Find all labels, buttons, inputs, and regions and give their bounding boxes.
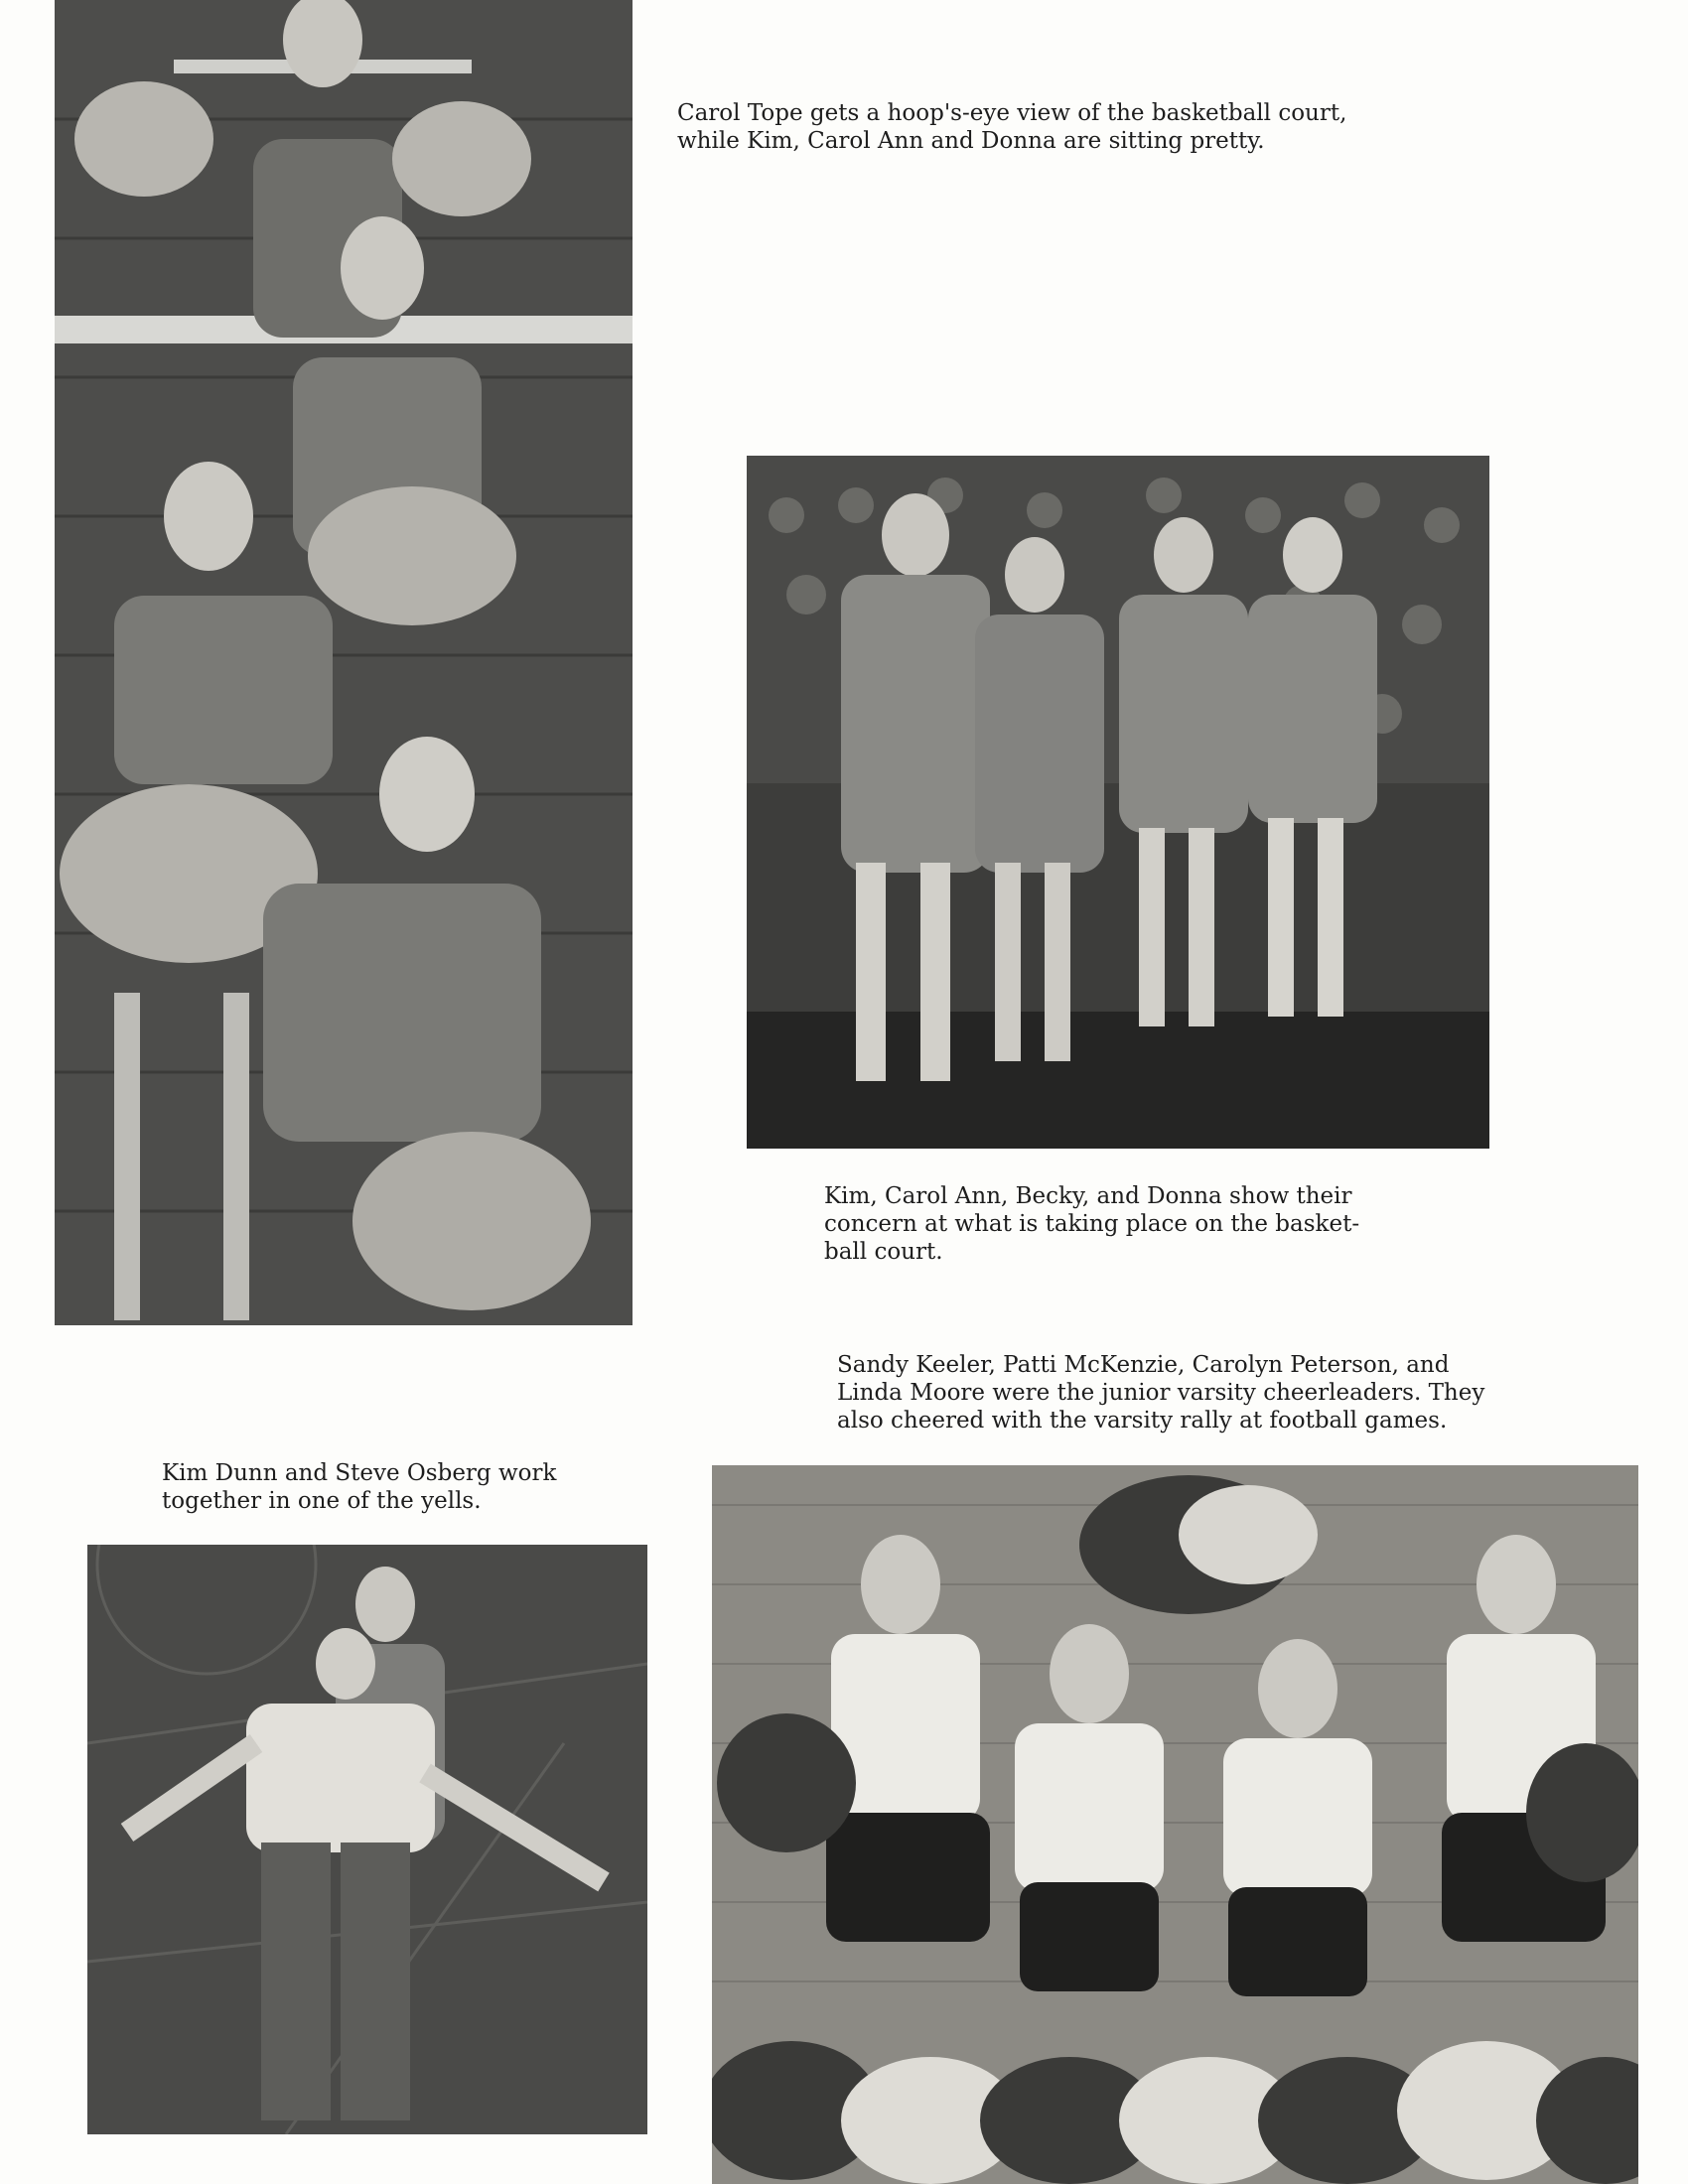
caption-hoop-view: Carol Tope gets a hoop's-eye view of the basketball court, while Kim, Carol Ann and Donna are sitting pretty. <box>677 100 1347 154</box>
photo-yell-duo-image <box>87 1545 647 2134</box>
caption-concern: Kim, Carol Ann, Becky, and Donna show their concern at what is taking place on the basket- ball court. <box>824 1183 1360 1265</box>
photo-cheerleaders-ladder-image <box>55 0 633 1325</box>
photo-yell-duo <box>87 1545 647 2134</box>
photo-jv-group-image <box>712 1465 1638 2184</box>
photo-cheerleaders-ladder <box>55 0 633 1325</box>
photo-cheerleaders-sideline-image <box>747 456 1489 1149</box>
caption-yells: Kim Dunn and Steve Osberg work together in one of the yells. <box>162 1460 557 1514</box>
photo-jv-group <box>712 1465 1638 2184</box>
photo-cheerleaders-sideline <box>747 456 1489 1149</box>
caption-jv-cheerleaders: Sandy Keeler, Patti McKenzie, Carolyn Peterson, and Linda Moore were the junior varsity cheerleaders. They also cheered with the varsity rally at football games. <box>837 1352 1485 1433</box>
